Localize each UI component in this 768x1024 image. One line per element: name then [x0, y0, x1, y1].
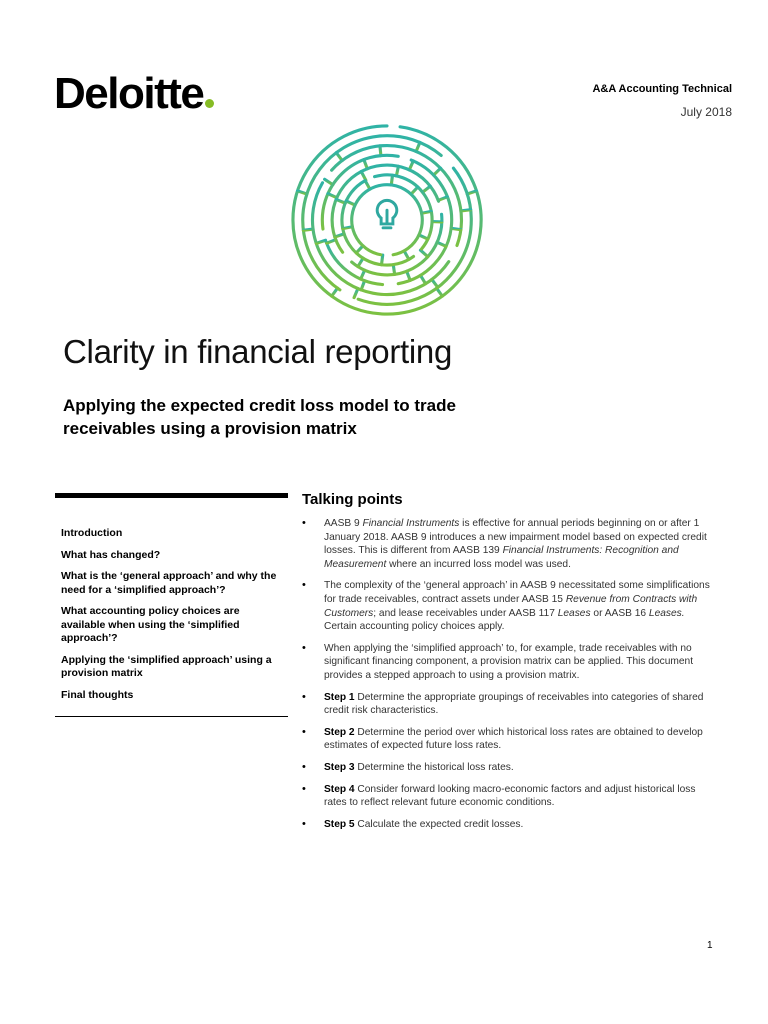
talking-point: • AASB 9 Financial Instruments is effective for annual periods beginning on or after 1 January 2018. AASB 9 introduces a new impairment model based on expected credit losses. This is different from AASB 139 Financial Instruments: Recognition and Measurement where an incurred loss model was used. — [302, 517, 712, 571]
toc-item[interactable]: What is the ‘general approach’ and why the need for a ‘simplified approach’? — [61, 570, 277, 596]
talking-point: • The complexity of the ‘general approach’ in AASB 9 necessitated some simplifications for trade receivables, contract assets under AASB 15 Revenue from Contracts with Customers; and lease receivables under AASB 117 Leases or AASB 16 Leases. Certain accounting policy choices apply. — [302, 579, 712, 633]
talking-points-list — [302, 517, 712, 839]
talking-point: • Step 2 Determine the period over which historical loss rates are obtained to develop estimates of expected future loss rates. — [302, 726, 712, 753]
toc-top-bar — [55, 493, 288, 498]
table-of-contents — [61, 527, 286, 710]
talking-points-heading: Talking points — [302, 491, 403, 508]
toc-item[interactable]: What accounting policy choices are available when using the ‘simplified approach’? — [61, 605, 240, 644]
toc-item[interactable]: Final thoughts — [61, 688, 134, 701]
maze-wall — [332, 165, 438, 252]
maze-connector — [382, 255, 383, 265]
logo-wordmark: Deloitte — [54, 69, 204, 118]
maze-lightbulb-icon — [289, 122, 485, 318]
deloitte-logo — [54, 69, 214, 118]
talking-point: • Step 1 Determine the appropriate groupings of receivables into categories of shared credit risk characteristics. — [302, 691, 712, 718]
toc-item[interactable]: Introduction — [61, 527, 123, 539]
talking-point: • When applying the ‘simplified approach’ to, for example, trade receivables with no significant financing component, a provision matrix can be applied. This document provides a stepped approach to using a provision matrix. — [302, 642, 712, 683]
toc-item[interactable]: Applying the ‘simplified approach’ using a provision matrix — [61, 653, 272, 679]
document-title: Clarity in financial reporting — [63, 333, 453, 370]
publication-series: A&A Accounting Technical — [592, 83, 732, 95]
maze-connector — [316, 240, 325, 243]
toc-item[interactable]: What has changed? — [61, 548, 161, 561]
maze-wall — [352, 214, 442, 275]
talking-point: • Step 5 Calculate the expected credit losses. — [302, 818, 712, 832]
toc-bottom-rule — [55, 716, 288, 717]
talking-point: • Step 3 Determine the historical loss rates. — [302, 761, 712, 775]
document-subtitle: Applying the expected credit loss model to trade receivables using a provision matrix — [63, 396, 456, 438]
page-number: 1 — [707, 940, 713, 951]
maze-connector — [420, 250, 427, 257]
logo-green-dot — [205, 99, 214, 108]
talking-point: • Step 4 Consider forward looking macro-economic factors and adjust historical loss rates to reflect relevant future economic conditions. — [302, 783, 712, 810]
maze-connector — [361, 172, 366, 181]
lightbulb-icon — [377, 200, 397, 227]
publication-date: July 2018 — [680, 105, 732, 119]
